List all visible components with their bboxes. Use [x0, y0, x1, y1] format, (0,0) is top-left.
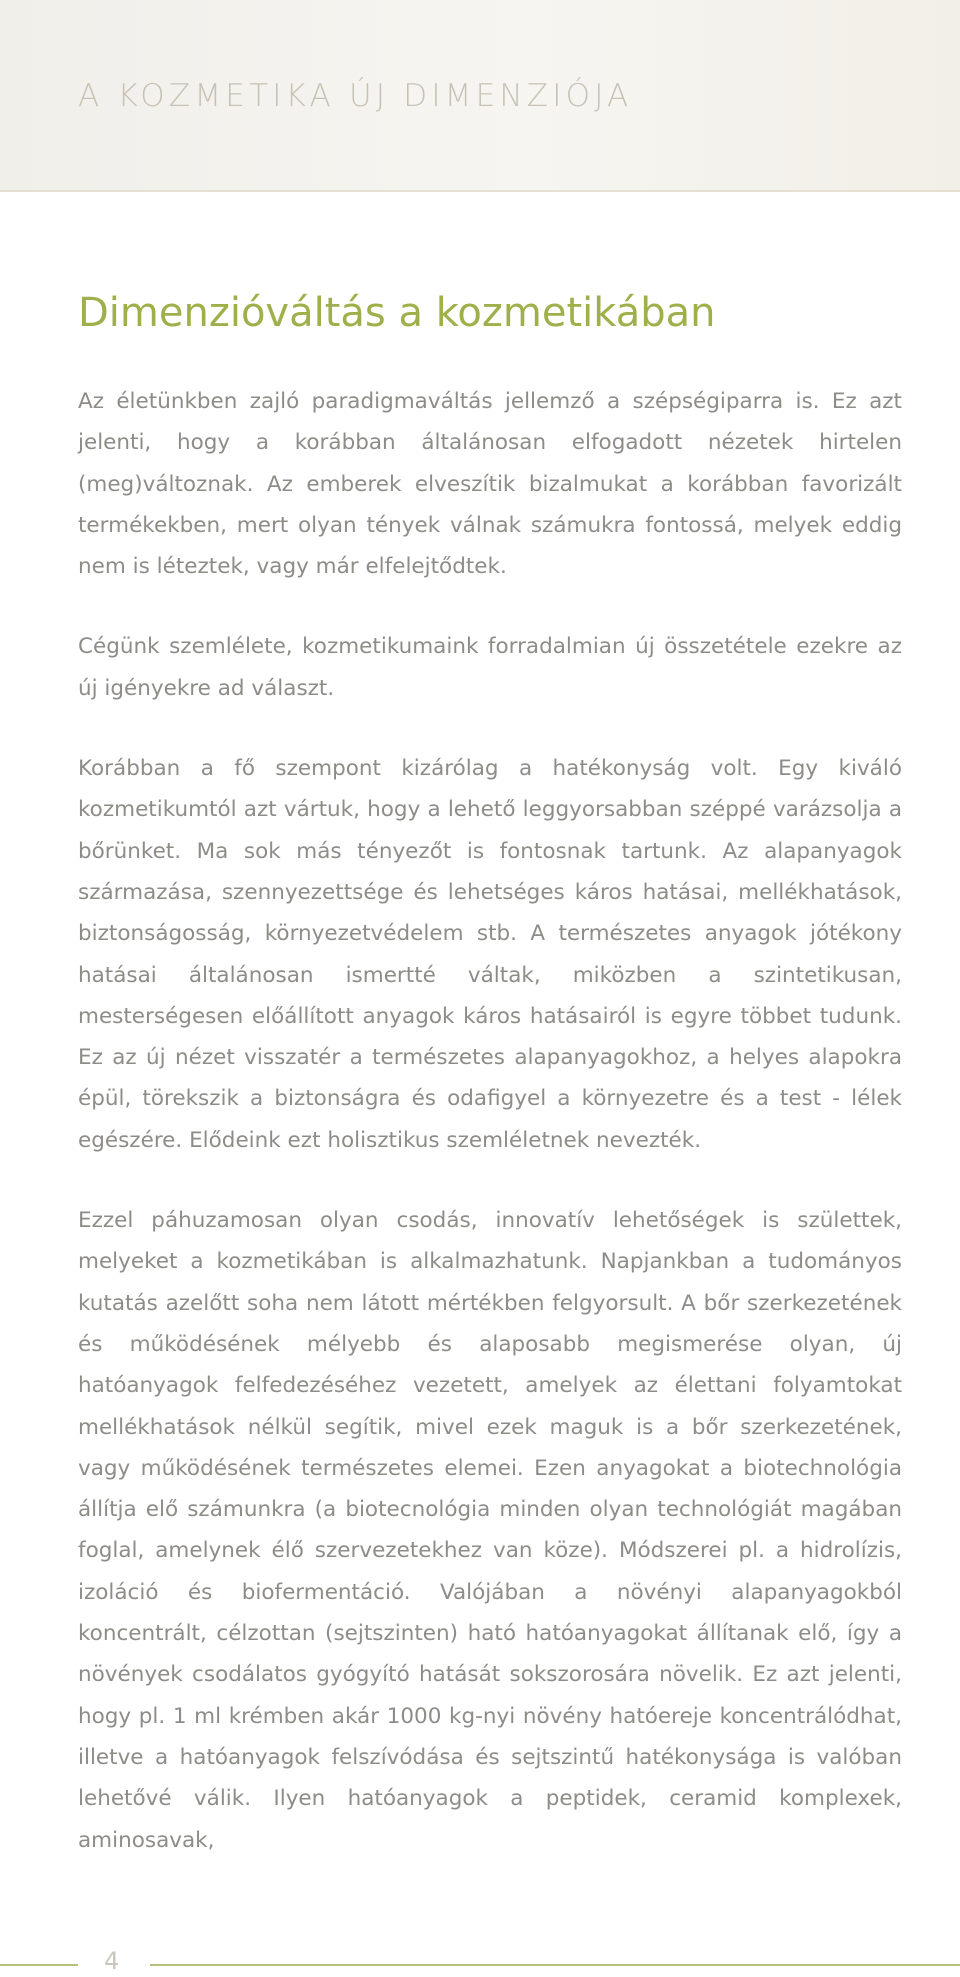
article-body [78, 381, 902, 1861]
page-number: 4 [104, 1947, 120, 1975]
paragraph-4: Ezzel páhuzamosan olyan csodás, innovatív lehetőségek is születtek, melyeket a kozmetikában is alkalmazhatunk. Napjankban a tudományos kutatás azelőtt soha nem látott mértékben felgyorsult. A bőr szerkezetének és működésének mélyebb és alaposabb megismerése olyan, új hatóanyagok felfedezéséhez vezetett, amelyek az élettani folyamtokat mellékhatások nélkül segítik, mivel ezek maguk is a bőr szerkezetének, vagy működésének természetes elemei. Ezen anyagokat a biotechnológia állítja elő számunkra (a biotecnológia minden olyan technológiát magában foglal, amelynek élő szervezetekhez van köze). Módszerei pl. a hidrolízis, izoláció és biofermentáció. Valójában a növényi alapanyagokból koncentrált, célzottan (sejtszinten) ható hatóanyagokat állítanak elő, így a növények csodálatos gyógyító hatását sokszorosára növelik. Ez azt jelenti, hogy pl. 1 ml krémben akár 1000 kg-nyi növény hatóereje koncentrálódhat, illetve a hatóanyagok felszívódása és sejtszintű hatékonysága is valóban lehetővé válik. Ilyen hatóanyagok a peptidek, ceramid komplexek, aminosavak, [78, 1208, 902, 1853]
paragraph-2: Cégünk szemlélete, kozmetikumaink forradalmian új összetétele ezekre az új igényekre ad választ. [78, 634, 902, 701]
paragraph-3: Korábban a fő szempont kizárólag a hatékonyság volt. Egy kiváló kozmetikumtól azt vártuk, hogy a lehető leggyorsabban széppé varázsolja a bőrünket. Ma sok más tényezőt is fontosnak tartunk. Az alapanyagok származása, szennyezettsége és lehetséges káros hatásai, mellékhatások, biztonságosság, környezetvédelem stb. A természetes anyagok jótékony hatásai általánosan ismertté váltak, miközben a szintetikusan, mesterségesen előállított anyagok káros hatásairól is egyre többet tudunk. Ez az új nézet visszatér a természetes alapanyagokhoz, a helyes alapokra épül, törekszik a biztonságra és odafigyel a környezetre és a test - lélek egészére. Elődeink ezt holisztikus szemléletnek nevezték. [78, 756, 902, 1153]
paragraph-1: Az életünkben zajló paradigmaváltás jellemző a szépségiparra is. Ez azt jelenti, hogy a korábban általánosan elfogadott nézetek hirtelen (meg)változnak. Az emberek elveszítik bizalmukat a korábban favorizált termékekben, mert olyan tények válnak számukra fontossá, melyek eddig nem is léteztek, vagy már elfelejtődtek. [78, 389, 902, 580]
footer-rule-left [0, 1964, 78, 1966]
section-heading: Dimenzióváltás a kozmetikában [78, 290, 716, 336]
footer-rule-right [150, 1964, 960, 1966]
page-header-title: A KOZMETIKA ÚJ DIMENZIÓJA [78, 78, 633, 114]
header-band [0, 0, 960, 192]
